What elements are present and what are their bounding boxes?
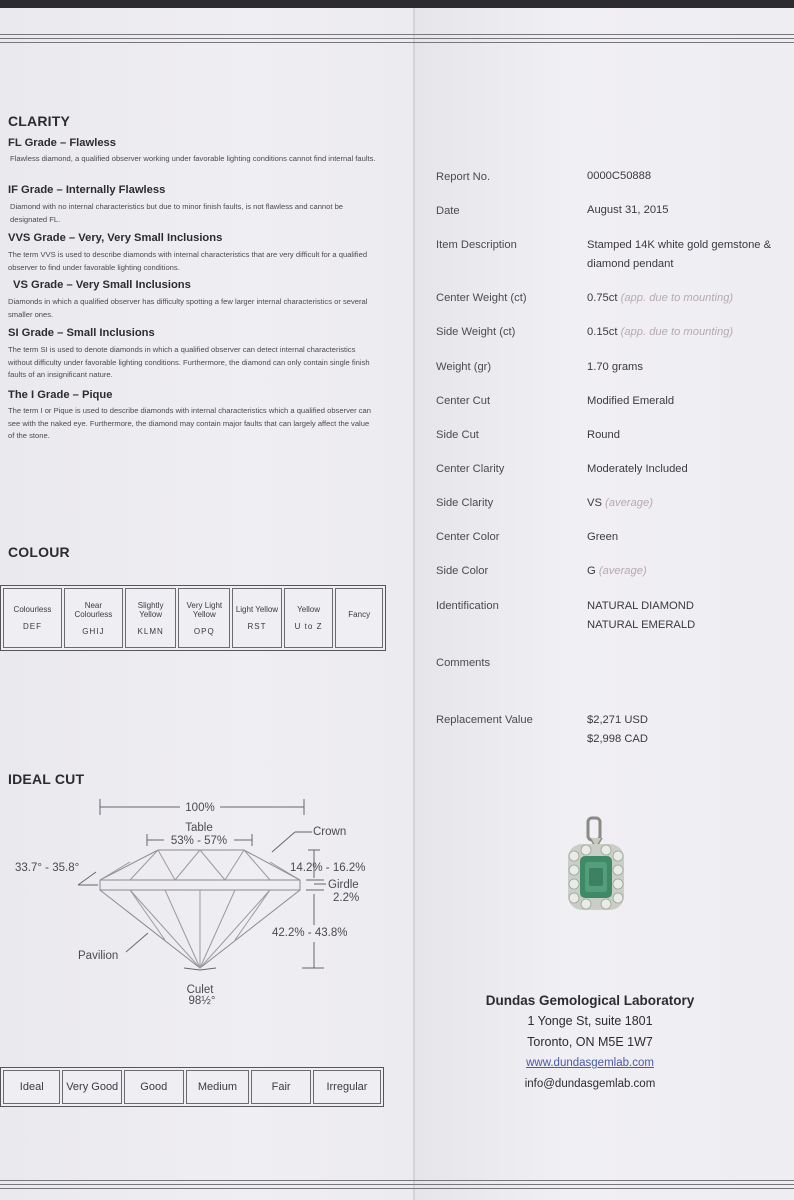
girdle-label: Girdle <box>328 879 359 891</box>
report-label: Center Weight (ct) <box>436 292 527 304</box>
colour-heading: COLOUR <box>8 544 70 560</box>
top-rule <box>0 34 794 35</box>
colour-grades: GHIJ <box>82 626 105 636</box>
pendant-photo <box>556 814 636 914</box>
report-label: Comments <box>436 657 491 669</box>
colour-grades: U to Z <box>294 622 323 631</box>
lab-info <box>430 990 750 1095</box>
report-label: Item Description <box>436 239 517 251</box>
colour-label: Fancy <box>348 609 371 619</box>
grade-desc-fl: Flawless diamond, a qualified observer working under favorable lighting conditions cannot find internal faults. <box>10 154 376 163</box>
pavilion-depth-label: 42.2% - 43.8% <box>272 927 348 939</box>
colour-label: Very Light Yellow <box>186 600 223 619</box>
colour-cell <box>335 588 383 648</box>
report-value: Modified Emerald <box>587 395 675 407</box>
grade-desc-vs: Diamonds in which a qualified observer has difficulty spotting a few larger internal characteristics or several smaller ones. <box>8 297 368 319</box>
colour-label: Colourless <box>13 605 52 614</box>
culet-label: Culet <box>186 984 214 996</box>
report-label: Side Weight (ct) <box>436 326 516 338</box>
value-note: (average) <box>598 565 647 577</box>
colour-label: Yellow <box>297 605 320 614</box>
grade-title-i: The I Grade – Pique <box>8 389 113 401</box>
colour-cell <box>178 588 230 648</box>
colour-grades: DEF <box>22 622 42 631</box>
top-edge <box>0 0 794 8</box>
pavilion-label: Pavilion <box>78 950 119 962</box>
value-note: (app. due to mounting) <box>620 326 734 338</box>
report-label: Report No. <box>436 171 491 183</box>
report-label: Side Cut <box>436 429 479 441</box>
report-value: August 31, 2015 <box>587 204 669 216</box>
grade-title-if: IF Grade – Internally Flawless <box>8 184 166 196</box>
lab-website-link[interactable]: www.dundasgemlab.com <box>526 1057 654 1069</box>
report-value <box>587 711 794 749</box>
report-value: Round <box>587 429 620 441</box>
fold-line <box>413 8 415 1200</box>
report-value: Stamped 14K white gold gemstone & diamond pendant <box>587 239 772 270</box>
crown-label: Crown <box>313 826 347 838</box>
value-text: $2,271 USD <box>587 714 648 726</box>
report-label: Center Clarity <box>436 463 505 475</box>
grade-title-fl: FL Grade – Flawless <box>8 137 116 149</box>
top-rule <box>0 38 794 39</box>
bottom-rule <box>0 1188 794 1189</box>
report-value: 0000C50888 <box>587 170 652 182</box>
grade-desc-vvs: The term VVS is used to describe diamonds with internal characteristics that are very difficult for a qualified observer to find under favorable lighting conditions. <box>8 250 368 272</box>
cut-grade-cell: Medium <box>186 1070 250 1104</box>
girdle-value-label: 2.2% <box>333 892 360 904</box>
report-value: Green <box>587 531 619 543</box>
colour-cell <box>284 588 334 648</box>
colour-cell <box>232 588 282 648</box>
report-label: Side Clarity <box>436 497 494 509</box>
lab-address-line2: Toronto, ON M5E 1W7 <box>527 1035 653 1049</box>
grade-title-vs: VS Grade – Very Small Inclusions <box>13 279 191 291</box>
report-label: Weight (gr) <box>436 361 492 373</box>
colour-grades: KLMN <box>137 626 164 636</box>
grade-title-vvs: VVS Grade – Very, Very Small Inclusions <box>8 232 223 244</box>
report-label: Center Cut <box>436 395 491 407</box>
report-label: Center Color <box>436 531 500 543</box>
cut-grade-cell: Irregular <box>313 1070 381 1104</box>
colour-cell <box>3 588 62 648</box>
value-text: 0.75ct <box>587 292 618 304</box>
cut-grade-cell: Good <box>124 1070 184 1104</box>
value-note: (average) <box>605 497 653 509</box>
value-text: VS <box>587 497 602 509</box>
width-pct-label: 100% <box>185 802 215 814</box>
grade-desc-if: Diamond with no internal characteristics but due to minor finish faults, is not flawless and cannot be designated FL. <box>10 202 344 224</box>
value-text-2: NATURAL EMERALD <box>587 619 696 631</box>
report-value <box>587 289 794 308</box>
cut-grade-cell: Fair <box>251 1070 311 1104</box>
report-value <box>587 562 794 581</box>
bottom-rule <box>0 1184 794 1185</box>
clarity-heading: CLARITY <box>8 113 71 129</box>
crown-height-label: 14.2% - 16.2% <box>290 862 366 874</box>
cut-grade-cell: Very Good <box>62 1070 122 1104</box>
value-text-2: $2,998 CAD <box>587 733 648 745</box>
lab-address-line1: 1 Yonge St, suite 1801 <box>527 1014 653 1028</box>
bottom-rule <box>0 1180 794 1181</box>
value-text: 0.15ct <box>587 326 618 338</box>
crown-angle-label: 33.7° - 35.8° <box>15 862 80 874</box>
colour-cell <box>64 588 123 648</box>
lab-email[interactable]: info@dundasgemlab.com <box>524 1078 656 1090</box>
table-range-label: 53% - 57% <box>170 835 228 847</box>
report-value <box>587 597 794 635</box>
colour-scale <box>0 585 386 651</box>
cut-grade-cell: Ideal <box>3 1070 60 1104</box>
colour-label: Near Colourless <box>74 600 113 619</box>
report-label: Identification <box>436 600 499 612</box>
lab-name: Dundas Gemological Laboratory <box>485 993 695 1008</box>
table-label: Table <box>185 822 213 834</box>
report-value: Moderately Included <box>587 463 688 475</box>
colour-label: Slightly Yellow <box>137 600 164 619</box>
report-value <box>587 323 794 342</box>
report-label: Date <box>436 205 460 217</box>
colour-cell <box>125 588 177 648</box>
value-text: NATURAL DIAMOND <box>587 600 694 612</box>
colour-grades: RST <box>247 622 267 631</box>
report-value <box>587 494 794 513</box>
ideal-cut-heading: IDEAL CUT <box>8 771 85 787</box>
value-note: (app. due to mounting) <box>620 292 734 304</box>
diamond-proportions-diagram <box>0 790 414 1020</box>
colour-grades: OPQ <box>193 626 215 636</box>
cut-grade-scale <box>0 1067 384 1107</box>
top-rule <box>0 42 794 43</box>
report-value: 1.70 grams <box>587 361 643 373</box>
report-label: Replacement Value <box>436 714 533 726</box>
colour-label: Light Yellow <box>235 605 279 614</box>
grade-desc-i: The term I or Pique is used to describe diamonds with internal characteristics which a qualified observer can see with the naked eye. Furthermore, the diamond may contain major faults that can largely affect the value of the stone. <box>8 406 371 440</box>
grade-title-si: SI Grade – Small Inclusions <box>8 327 155 339</box>
culet-value-label: 98½° <box>188 995 216 1007</box>
report-label: Side Color <box>436 565 489 577</box>
value-text: G <box>587 565 596 577</box>
grade-desc-si: The term SI is used to denote diamonds in which a qualified observer can detect internal characteristics without difficulty under favorable lighting conditions. Furthermore, the diamond can only contain single finish faults of an insignificant nature. <box>8 345 370 379</box>
